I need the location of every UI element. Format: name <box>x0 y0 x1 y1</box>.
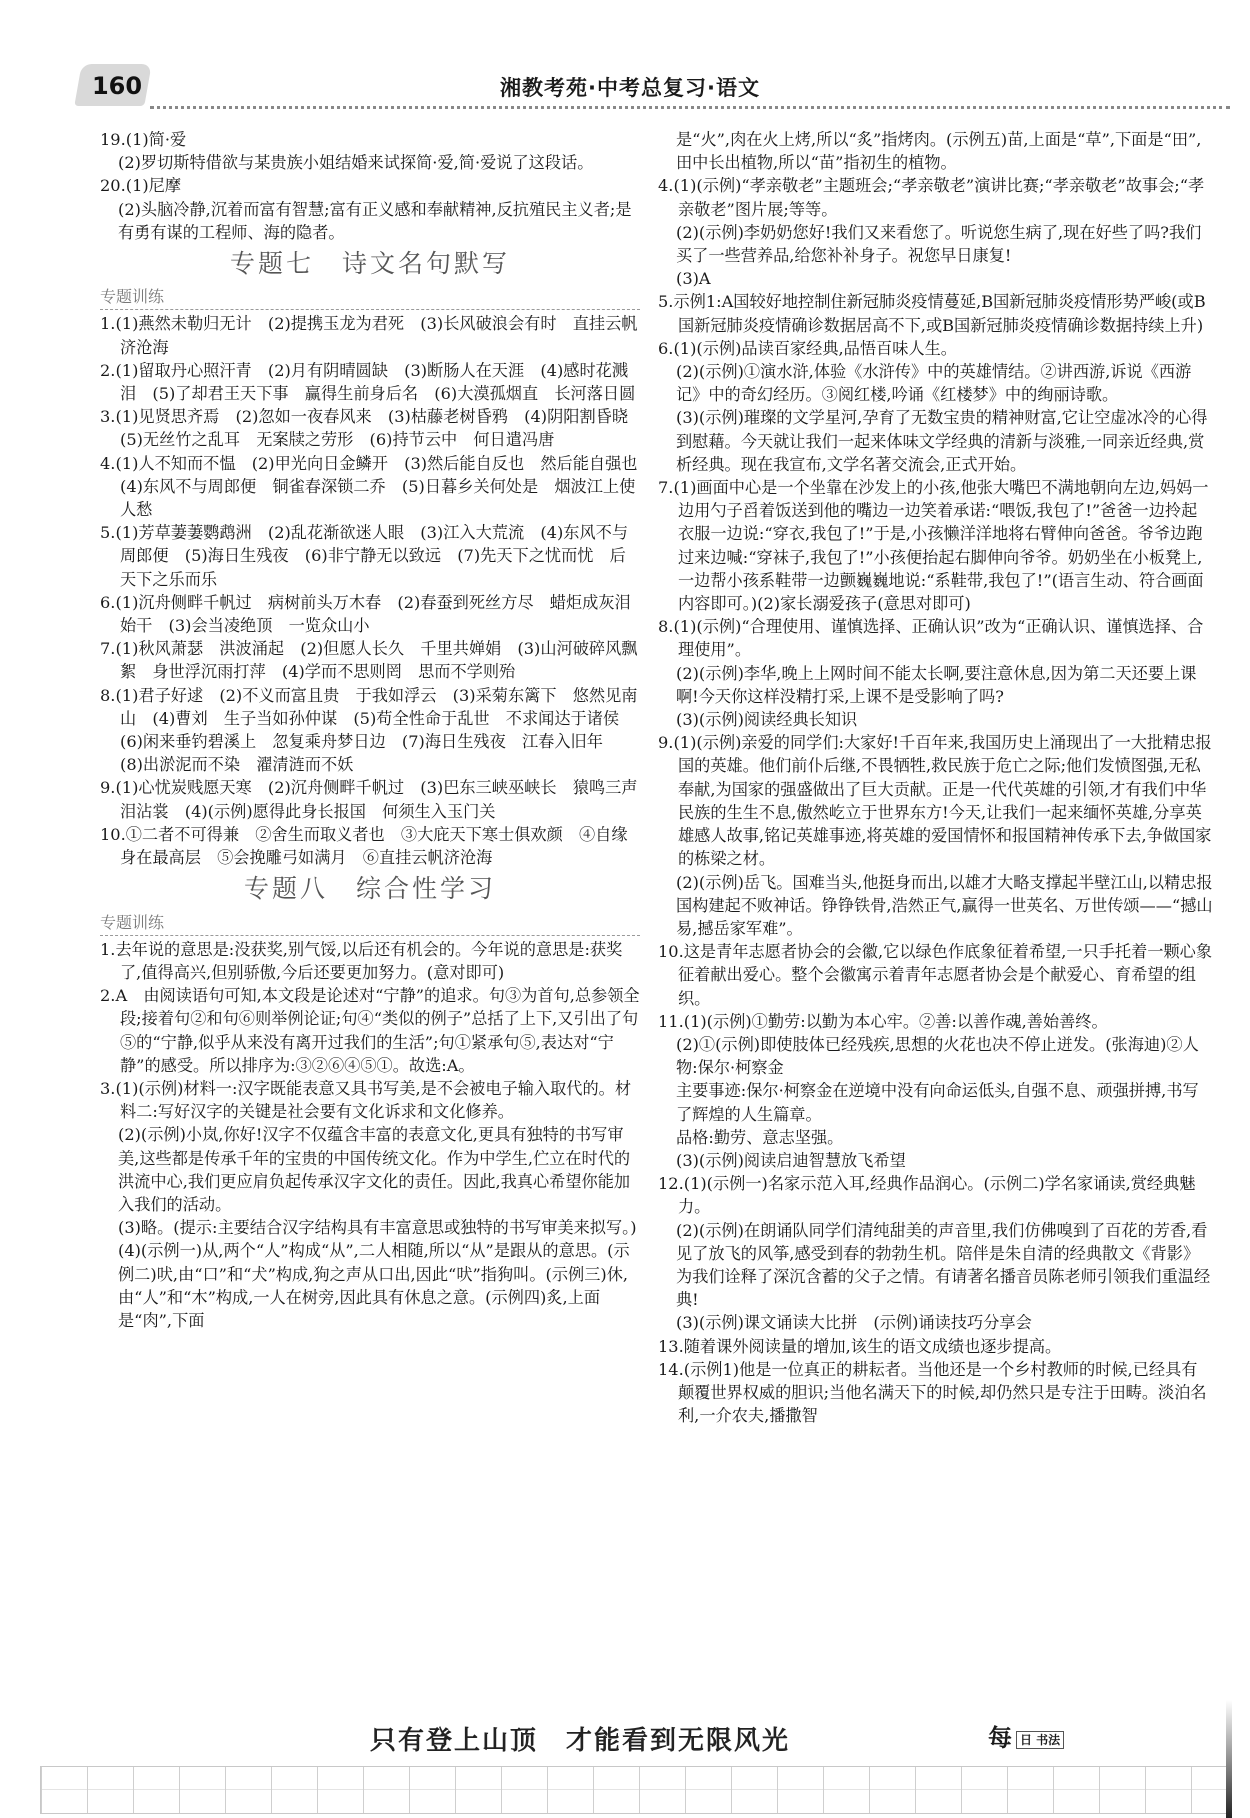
answer-number: 11. <box>658 1011 684 1031</box>
answer-item <box>100 984 640 1077</box>
answer-item <box>658 128 1213 174</box>
answer-text: 是“火”,肉在火上烤,所以“炙”指烤肉。(示例五)苗,上面是“草”,下面是“田”,田中长出植物,所以“苗”指初生的植物。 <box>676 130 1202 173</box>
page-edge <box>1226 1700 1232 1818</box>
answer-item <box>658 360 1213 406</box>
answer-item <box>100 452 654 522</box>
answer-text: (3)A <box>676 269 711 289</box>
answer-text: (2)(示例)小岚,你好!汉字不仅蕴含丰富的表意文化,更具有独特的书写审美,这些都是传承千年的宝贵的中国传统文化。作为中学生,伫立在时代的洪流中心,我们更应肩负起传承汉字文化的责任。因此,我真心希望你能加入我们的活动。 <box>118 1125 631 1214</box>
answer-item <box>658 476 1213 615</box>
answer-text: (1)留取丹心照汗青 (2)月有阴晴圆缺 (3)断肠人在天涯 (4)感时花溅泪 (5)了却君王天下事 赢得生前身后名 (6)大漠孤烟直 长河落日圆 <box>115 360 636 404</box>
answer-item <box>658 708 1213 731</box>
answer-number: 14. <box>658 1359 684 1379</box>
footer-motto: 只有登上山顶 才能看到无限风光 <box>370 1726 791 1756</box>
answer-text: (1)(示例)品读百家经典,品悟百味人生。 <box>673 338 957 358</box>
answer-item <box>658 337 1213 360</box>
answer-text: (1)(示例)“合理使用、谨慎选择、正确认识”改为“正确认识、谨慎选择、合理使用”。 <box>673 617 1204 660</box>
answer-item <box>100 1216 640 1239</box>
answer-item <box>658 1033 1213 1079</box>
answer-number: 9. <box>100 778 116 798</box>
answer-number: 2. <box>100 986 116 1006</box>
answer-item <box>100 637 640 683</box>
answer-text: (3)(示例)阅读启迪智慧放飞希望 <box>676 1150 906 1170</box>
answer-number: 8. <box>100 685 116 705</box>
answer-item <box>100 1077 640 1123</box>
answer-text: (2)(示例)在朗诵队同学们清纯甜美的声音里,我们仿佛嗅到了百花的芳香,看见了放飞的风筝,感受到春的勃勃生机。陪伴是朱自清的经典散文《背影》为我们诠释了深沉含蓄的父子之情。有请著名播音员陈老师引领我们重温经典! <box>676 1220 1211 1310</box>
answer-text: (2)(示例)①演水浒,体验《水浒传》中的英雄情结。②讲西游,诉说《西游记》中的奇幻经历。③阅红楼,吟诵《红楼梦》中的绚丽诗歌。 <box>676 362 1192 405</box>
answer-number: 7. <box>658 478 674 498</box>
answer-item <box>658 1126 1213 1149</box>
answer-item <box>658 1335 1213 1358</box>
answer-text: 示例1:A国较好地控制住新冠肺炎疫情蔓延,B国新冠肺炎疫情形势严峻(或B国新冠肺炎疫情确诊数据居高不下,或B国新冠肺炎疫情确诊数据持续上升) <box>673 292 1206 335</box>
answer-text: A 由阅读语句可知,本文段是论述对“宁静”的追求。句③为首句,总参领全段;接着句②和句⑥则举例论证;句④“类似的例子”总括了上下,又引出了句⑤的“宁静,似乎从来没有离开过我们的生活”;句①紧承句⑤,表达对“宁静”的感受。所以排序为:③②⑥④⑤①。故选:A。 <box>115 986 640 1075</box>
answer-text: (1)沉舟侧畔千帆过 病树前头万木春 (2)春蚕到死丝方尽 蜡炬成灰泪始干 (3)会当凌绝顶 一览众山小 <box>115 592 631 636</box>
answer-number: 12. <box>658 1174 684 1194</box>
answer-text: (1)(示例)材料一:汉字既能表意又具书写美,是不会被电子输入取代的。材料二:写好汉字的关键是社会要有文化诉求和文化修养。 <box>115 1078 632 1122</box>
answer-item <box>658 1311 1213 1334</box>
subsection-label-7: 专题训练 <box>100 285 640 310</box>
answer-text: 品格:勤劳、意志坚强。 <box>676 1127 844 1147</box>
answer-item <box>100 198 640 244</box>
answer-number: 6. <box>658 338 674 358</box>
answer-text: (3)(示例)璀璨的文学星河,孕育了无数宝贵的精神财富,它让空虚冰冷的心得到慰藉。今天就让我们一起来体味文学经典的清新与淡雅,一同亲近经典,赏析经典。现在我宣布,文学名著交流会,正式开始。 <box>676 408 1208 474</box>
answer-number: 8. <box>658 617 674 637</box>
answer-number: 4. <box>100 453 116 473</box>
answer-text: (3)略。(提示:主要结合汉字结构具有丰富意思或独特的书写审美来拟写。) <box>118 1218 637 1238</box>
answer-text: (1)(示例)“孝亲敬老”主题班会;“孝亲敬老”演讲比赛;“孝亲敬老”故事会;“孝亲敬老”图片展;等等。 <box>673 176 1205 219</box>
answer-item <box>658 221 1213 267</box>
answer-text: (3)(示例)阅读经典长知识 <box>676 710 858 730</box>
answer-text: (2)(示例)李华,晚上上网时间不能太长啊,要注意休息,因为第二天还要上课啊!今天你这样没精打采,上课不是受影响了吗? <box>676 663 1197 706</box>
answer-text: (1)简·爱 <box>125 130 187 149</box>
page-number: 160 <box>91 72 143 100</box>
answer-item <box>100 938 640 984</box>
answer-text: 这是青年志愿者协会的会徽,它以绿色作底象征着希望,一只手托着一颗心象征着献出爱心。整个会徽寓示着青年志愿者协会是个献爱心、育希望的组织。 <box>678 942 1213 1008</box>
answer-text: 主要事迹:保尔·柯察金在逆境中没有向命运低头,自强不息、顽强拼搏,书写了辉煌的人生篇章。 <box>676 1081 1199 1124</box>
answer-item <box>100 684 640 777</box>
answer-item <box>100 591 640 637</box>
section-title-7: 专题七 诗文名句默写 <box>229 249 510 279</box>
answer-item <box>100 312 640 358</box>
answer-item <box>658 940 1213 1010</box>
answer-number: 3. <box>100 407 116 427</box>
brand-main: 每 <box>988 1724 1012 1752</box>
answer-item <box>658 1172 1213 1218</box>
answer-item <box>658 290 1213 336</box>
answer-item <box>100 151 640 174</box>
answer-number: 7. <box>100 639 116 659</box>
answer-number: 6. <box>100 592 116 612</box>
answer-text: (2)罗切斯特借欲与某贵族小姐结婚来试探简·爱,简·爱说了这段话。 <box>118 153 594 173</box>
answer-number: 13. <box>658 1336 684 1356</box>
answer-number: 5. <box>100 523 116 543</box>
brand-mini: 日 书法 <box>1016 1731 1064 1749</box>
answer-item <box>100 405 645 451</box>
answer-text: (1)秋风萧瑟 洪波涌起 (2)但愿人长久 千里共婵娟 (3)山河破碎风飘絮 身世浮沉雨打萍 (4)学而不思则罔 思而不学则殆 <box>115 639 638 682</box>
answer-number: 2. <box>100 360 116 380</box>
answer-item <box>658 174 1213 220</box>
answer-item <box>658 267 1213 290</box>
answer-text: (1)画面中心是一个坐靠在沙发上的小孩,他张大嘴巴不满地朝向左边,妈妈一边用勺子舀着饭送到他的嘴边一边笑着承诺:“喂饭,我包了!”爸爸一边拎起衣服一边说:“穿衣,我包了!”于是,小孩懒洋洋地将右臂伸向爸爸。爷爷边跑过来边喊:“穿袜子,我包了!”小孩便抬起右脚伸向爷爷。奶奶坐在小板凳上,一边帮小孩系鞋带一边颤巍巍地说:“系鞋带,我包了!”(语言生动、符合画面内容即可。)(2)家长溺爱孩子(意思对即可) <box>673 478 1209 614</box>
answer-number: 9. <box>658 733 674 753</box>
page-header <box>0 0 1250 118</box>
answer-number: 3. <box>100 1078 116 1098</box>
calligraphy-brand <box>988 1718 1138 1758</box>
answer-item <box>100 1239 640 1332</box>
answer-item <box>100 174 640 197</box>
answer-text: 随着课外阅读量的增加,该生的语文成绩也逐步提高。 <box>683 1336 1062 1356</box>
answer-item <box>658 1358 1213 1428</box>
answer-number: 1. <box>100 314 116 334</box>
answer-item <box>100 776 640 822</box>
answer-number: 5. <box>658 292 674 312</box>
answer-item <box>658 406 1213 476</box>
answer-text: (1)(示例)亲爱的同学们:大家好!千百年来,我国历史上涌现出了一大批精忠报国的英雄。他们前仆后继,不畏牺牲,救民族于危亡之际;他们发愤图强,无私奉献,为国家的强盛做出了巨大贡献。正是一代代英雄的引领,才有我们中华民族的生生不息,傲然屹立于世界东方!今天,让我们一起来缅怀英雄,分享英雄感人故事,铭记英雄事迹,将英雄的爱国情怀和报国精神传承下去,争做国家的栋梁之材。 <box>673 733 1212 869</box>
answer-text: (2)头脑冷静,沉着而富有智慧;富有正义感和奉献精神,反抗殖民主义者;是有勇有谋的工程师、海的隐者。 <box>118 199 632 242</box>
answer-text: (1)燕然未勒归无计 (2)提携玉龙为君死 (3)长风破浪会有时 直挂云帆济沧海 <box>115 314 638 357</box>
answer-item <box>100 128 640 151</box>
answer-item <box>100 359 640 405</box>
answer-number: 10. <box>100 824 126 844</box>
answer-text: (2)(示例)李奶奶您好!我们又来看您了。听说您生病了,现在好些了吗?我们买了一些营养品,给您补补身子。祝您早日康复! <box>676 222 1202 266</box>
answer-item <box>658 871 1213 941</box>
calligraphy-practice-grid <box>40 1766 1232 1814</box>
answer-text: (1)(示例)①勤劳:以勤为本心牢。②善:以善作魂,善始善终。 <box>683 1011 1108 1031</box>
answer-number: 10. <box>658 942 684 962</box>
right-column <box>658 128 1213 1427</box>
answer-item <box>658 1149 1213 1172</box>
answer-number: 1. <box>100 939 116 959</box>
answer-item <box>658 615 1213 661</box>
answer-item <box>658 1219 1213 1312</box>
subsection-label-8: 专题训练 <box>100 911 640 936</box>
answer-text: (2)①(示例)即使肢体已经残疾,思想的火花也决不停止迸发。(张海迪)②人物:保尔·柯察金 <box>676 1034 1199 1078</box>
answer-text: (2)(示例)岳飞。国难当头,他挺身而出,以雄才大略支撑起半壁江山,以精忠报国构建起不败神话。铮铮铁骨,浩然正气,赢得一世英名、万世传颂——“撼山易,撼岳家军难”。 <box>676 872 1213 938</box>
answer-item <box>658 662 1213 708</box>
answer-item <box>100 1123 640 1216</box>
answer-item <box>658 1010 1213 1033</box>
left-column <box>100 128 654 1332</box>
section-title-8: 专题八 综合性学习 <box>243 874 496 904</box>
running-title: 湘教考苑·中考总复习·语文 <box>500 76 760 100</box>
answer-text: (4)(示例一)从,两个“人”构成“从”,二人相随,所以“从”是跟从的意思。(示例二)吠,由“口”和“犬”构成,狗之声从口出,因此“吠”指狗叫。(示例三)休,由“人”和“木”构成,一人在树旁,因此具有休息之意。(示例四)炙,上面是“肉”,下面 <box>118 1241 630 1330</box>
answer-text: (示例1)他是一位真正的耕耘者。当他还是一个乡村教师的时候,已经具有颠覆世界权威的胆识;当他名满天下的时候,却仍然只是专注于田畴。淡泊名利,一介农夫,播撒智 <box>678 1359 1207 1426</box>
answer-item <box>658 1079 1213 1125</box>
answer-number: 19. <box>100 130 126 149</box>
answer-text: (3)(示例)课文诵读大比拼 (示例)诵读技巧分享会 <box>676 1313 1032 1333</box>
answer-item <box>100 521 640 591</box>
answer-text: ①二者不可得兼 ②舍生而取义者也 ③大庇天下寒士俱欢颜 ④自缘身在最高层 ⑤会挽雕弓如满月 ⑥直挂云帆济沧海 <box>120 824 628 868</box>
answer-item <box>100 823 640 869</box>
answer-text: 去年说的意思是:没获奖,别气馁,以后还有机会的。今年说的意思是:获奖了,值得高兴,但别骄傲,今后还要更加努力。(意对即可) <box>115 939 623 982</box>
answer-text: (1)见贤思齐焉 (2)忽如一夜春风来 (3)枯藤老树昏鸦 (4)阴阳割昏晓 (5)无丝竹之乱耳 无案牍之劳形 (6)持节云中 何日遣冯唐 <box>115 407 645 450</box>
header-divider <box>150 106 1230 109</box>
answer-item <box>658 731 1213 870</box>
answer-text: (1)尼摩 <box>125 176 182 196</box>
answer-text: (1)(示例一)名家示范入耳,经典作品润心。(示例二)学名家诵读,赏经典魅力。 <box>678 1174 1196 1217</box>
answer-text: (1)君子好逑 (2)不义而富且贵 于我如浮云 (3)采菊东篱下 悠然见南山 (4)曹刘 生子当如孙仲谋 (5)苟全性命于乱世 不求闻达于诸侯 (6)闲来垂钓碧溪上 忽复乘舟梦日边 (7)海日生残夜 江春入旧年 (8)出淤泥而不染 濯清涟而不妖 <box>115 685 638 775</box>
answer-text: (1)心忧炭贱愿天寒 (2)沉舟侧畔千帆过 (3)巴东三峡巫峡长 猿鸣三声泪沾裳 (4)(示例)愿得此身长报国 何须生入玉门关 <box>115 778 638 821</box>
answer-number: 4. <box>658 176 674 196</box>
answer-number: 20. <box>100 176 126 196</box>
answer-text: (1)人不知而不愠 (2)甲光向日金鳞开 (3)然后能自反也 然后能自强也 (4)东风不与周郎便 铜雀春深锁二乔 (5)日暮乡关何处是 烟波江上使人愁 <box>115 453 654 520</box>
answer-text: (1)芳草萋萋鹦鹉洲 (2)乱花渐欲迷人眼 (3)江入大荒流 (4)东风不与周郎便 (5)海日生残夜 (6)非宁静无以致远 (7)先天下之忧而忧 后天下之乐而乐 <box>115 523 629 589</box>
